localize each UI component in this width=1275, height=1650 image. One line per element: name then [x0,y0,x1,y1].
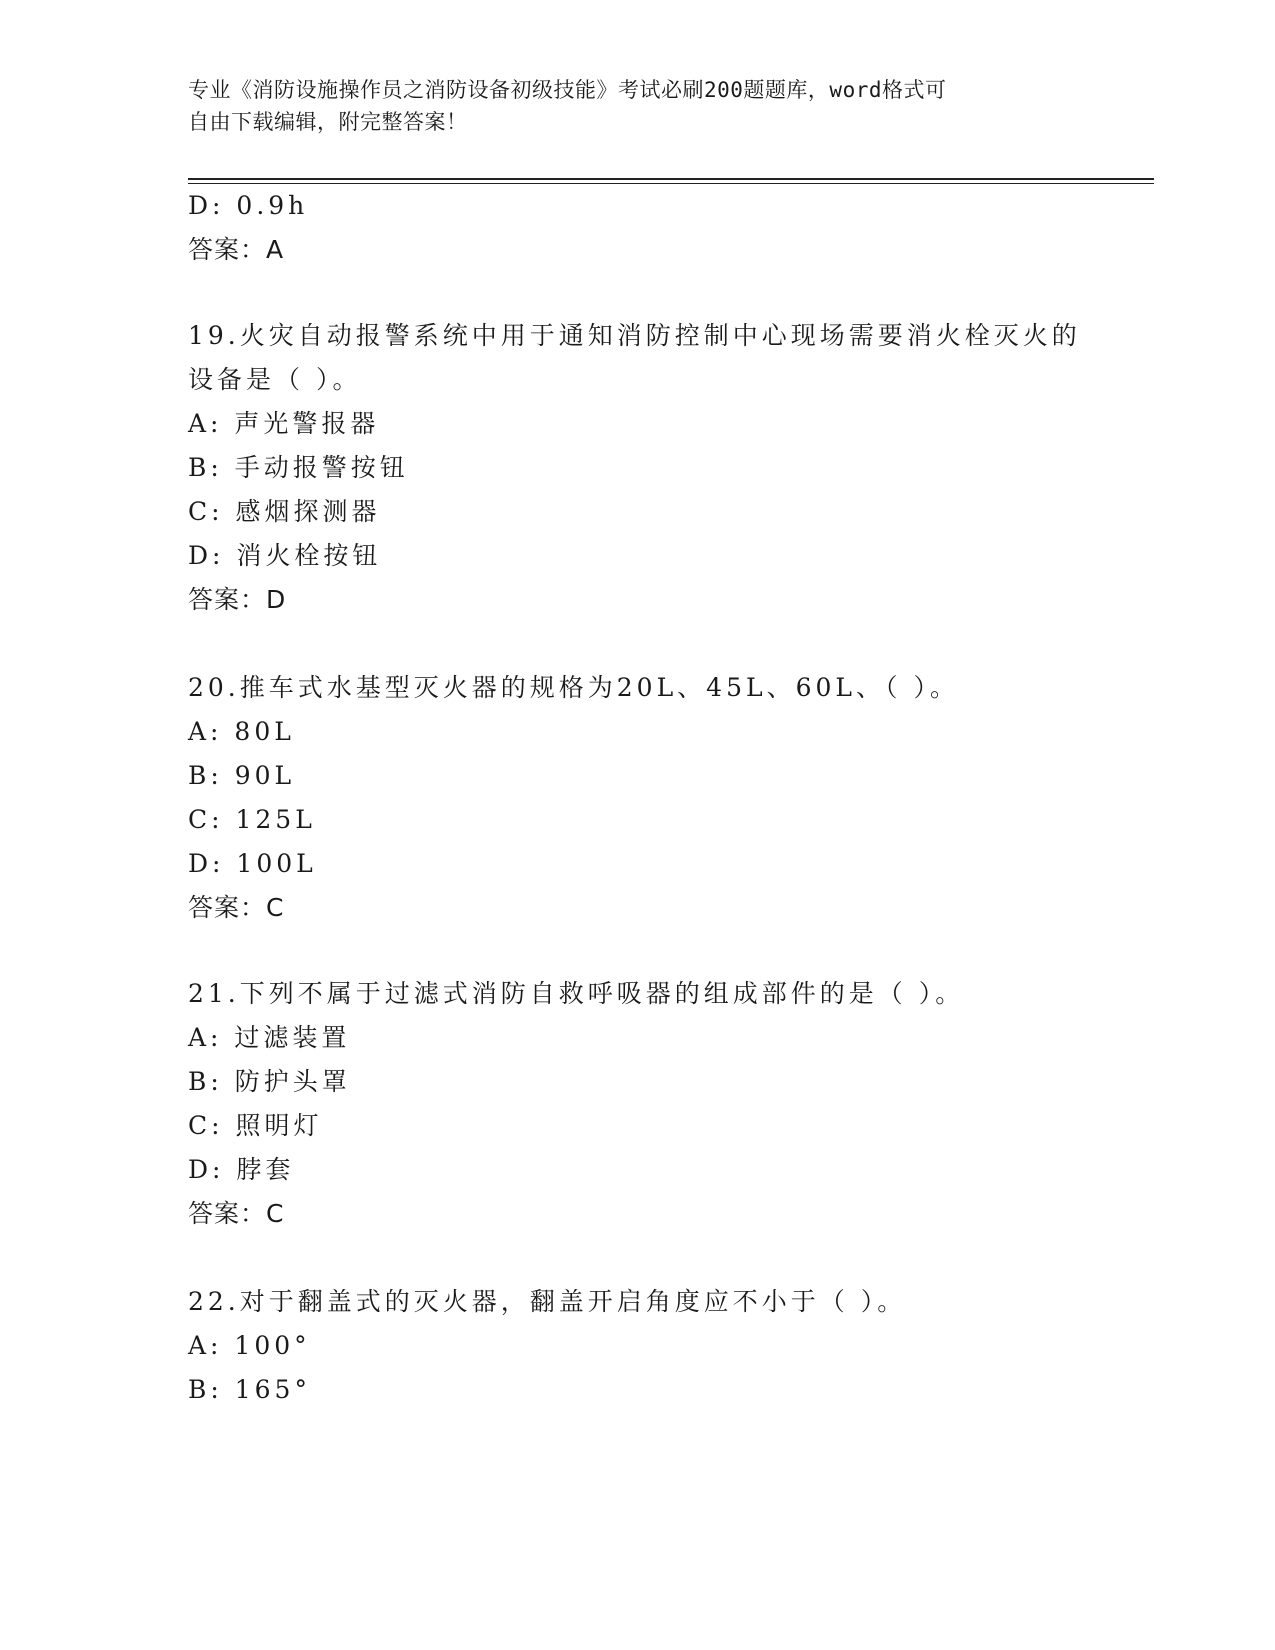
document-header [188,74,1068,138]
header-line-2: 自由下载编辑，附完整答案！ [188,110,468,134]
q19-option-a: A: 声光警报器 [188,409,380,438]
q21-answer: 答案：C [188,1199,285,1228]
q22-option-b: B: 165° [188,1375,311,1404]
q19-option-d: D: 消火栓按钮 [188,541,382,570]
q20-answer: 答案：C [188,893,285,922]
q19-option-c: C: 感烟探测器 [188,497,381,526]
header-rule-thick [188,178,1154,180]
q22-stem-line-1: 22.对于翻盖式的灭火器，翻盖开启角度应不小于（ ）。 [188,1287,907,1316]
q20-option-c: C: 125L [188,805,316,834]
q20-option-a: A: 80L [188,717,295,746]
q19-stem-line-1: 19.火灾自动报警系统中用于通知消防控制中心现场需要消火栓灭火的 [188,321,1081,350]
q22-option-a: A: 100° [188,1331,311,1360]
q21-option-b: B: 防护头罩 [188,1067,351,1096]
q19-stem-line-2: 设备是（ ）。 [188,365,362,394]
q21-option-d: D: 脖套 [188,1155,295,1184]
prev-answer: 答案：A [188,235,285,264]
q19-option-b: B: 手动报警按钮 [188,453,409,482]
q20-option-d: D: 100L [188,849,317,878]
q21-stem-line-1: 21.下列不属于过滤式消防自救呼吸器的组成部件的是（ ）。 [188,979,965,1008]
prev-option-d: D: 0.9h [188,191,309,220]
q20-stem-line-1: 20.推车式水基型灭火器的规格为20L、45L、60L、（ ）。 [188,673,959,702]
q20-option-b: B: 90L [188,761,296,790]
header-rule-thin [188,183,1154,184]
q21-option-c: C: 照明灯 [188,1111,323,1140]
q19-answer: 答案：D [188,585,287,614]
header-line-1: 专业《消防设施操作员之消防设备初级技能》考试必刷200题题库，word格式可 [188,78,947,102]
q21-option-a: A: 过滤装置 [188,1023,351,1052]
